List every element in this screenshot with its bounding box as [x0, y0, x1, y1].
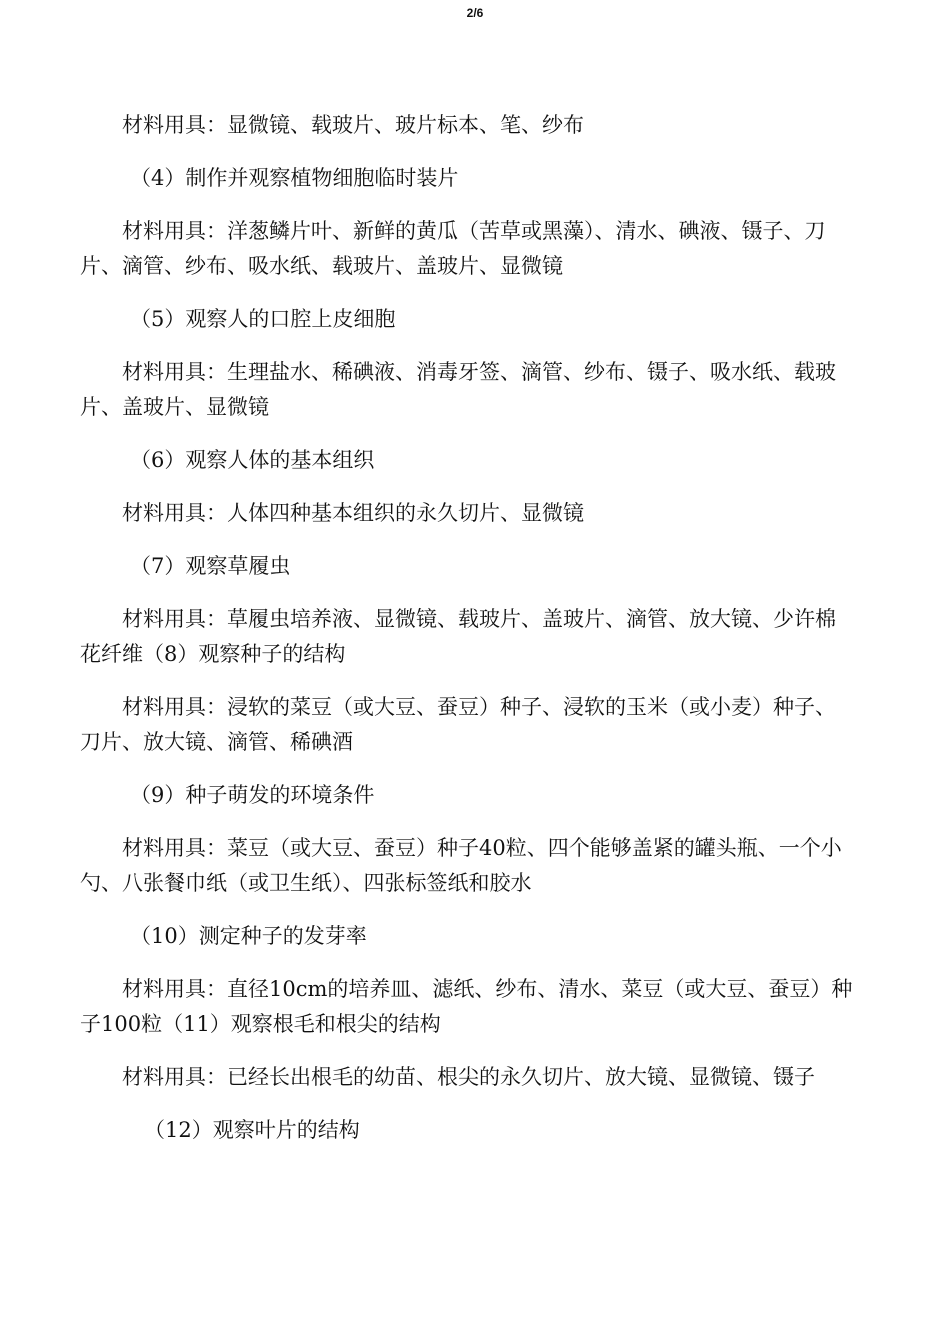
- document-body: [80, 108, 855, 1166]
- materials-paragraph: 材料用具：生理盐水、稀碘液、消毒牙签、滴管、纱布、镊子、吸水纸、载玻片、盖玻片、显微镜: [80, 360, 836, 419]
- materials-paragraph: 材料用具：直径10cm的培养皿、滤纸、纱布、清水、菜豆（或大豆、蚕豆）种子100粒（11）观察根毛和根尖的结构: [80, 977, 853, 1036]
- materials-paragraph: 材料用具：已经长出根毛的幼苗、根尖的永久切片、放大镜、显微镜、镊子: [122, 1065, 815, 1089]
- materials-paragraph: 材料用具：浸软的菜豆（或大豆、蚕豆）种子、浸软的玉米（或小麦）种子、刀片、放大镜、滴管、稀碘酒: [80, 695, 836, 754]
- materials-paragraph: 材料用具：人体四种基本组织的永久切片、显微镜: [122, 501, 584, 525]
- materials-paragraph: 材料用具：显微镜、载玻片、玻片标本、笔、纱布: [122, 113, 584, 137]
- experiment-heading: （6）观察人体的基本组织: [130, 448, 375, 472]
- experiment-heading: （4）制作并观察植物细胞临时装片: [130, 166, 459, 190]
- materials-paragraph: 材料用具：草履虫培养液、显微镜、载玻片、盖玻片、滴管、放大镜、少许棉花纤维（8）观察种子的结构: [80, 607, 836, 666]
- materials-paragraph: 材料用具：洋葱鳞片叶、新鲜的黄瓜（苦草或黑藻）、清水、碘液、镊子、刀片、滴管、纱布、吸水纸、载玻片、盖玻片、显微镜: [80, 219, 826, 278]
- experiment-heading: （10）测定种子的发芽率: [130, 924, 367, 948]
- page-number: 2/6: [466, 6, 484, 20]
- materials-paragraph: 材料用具：菜豆（或大豆、蚕豆）种子40粒、四个能够盖紧的罐头瓶、一个小勺、八张餐巾纸（或卫生纸）、四张标签纸和胶水: [80, 836, 842, 895]
- experiment-heading: （7）观察草履虫: [130, 554, 291, 578]
- experiment-heading: （5）观察人的口腔上皮细胞: [130, 307, 396, 331]
- experiment-heading: （12）观察叶片的结构: [144, 1118, 360, 1142]
- experiment-heading: （9）种子萌发的环境条件: [130, 783, 375, 807]
